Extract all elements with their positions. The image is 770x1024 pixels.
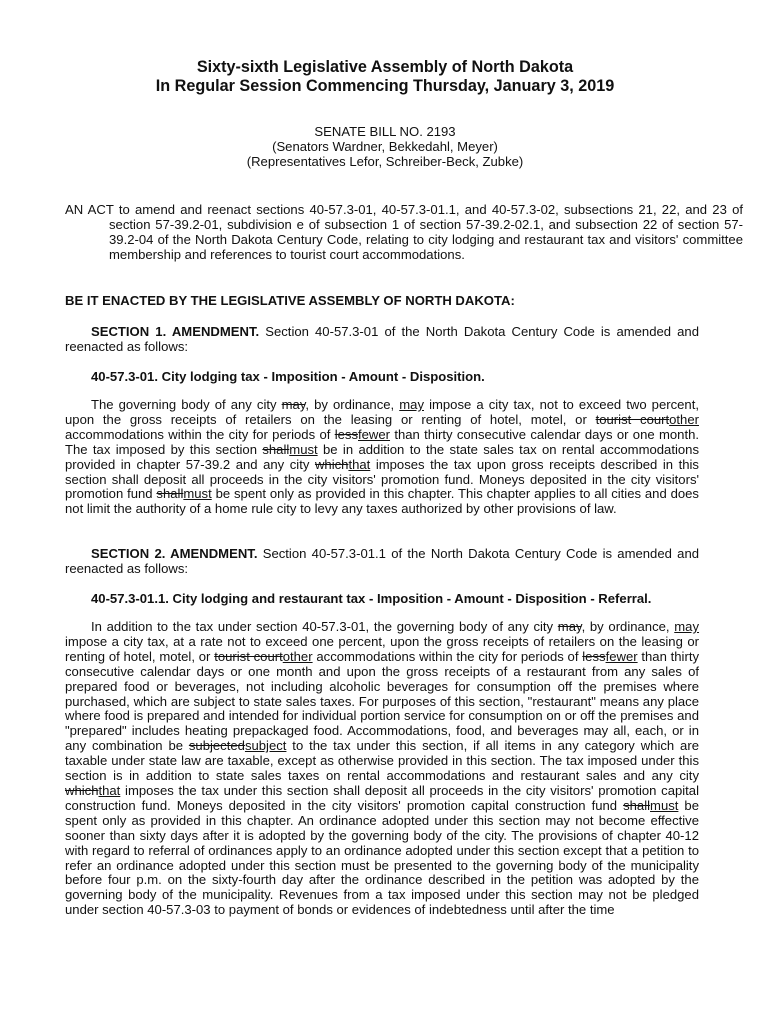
s1-text-c: impose a city tax, not to exceed two percent, upon the gross receipts of retailers on the leasing or renting of hotel, motel, or bbox=[65, 397, 699, 427]
section2-intro-text: Section 40-57.3-01.1 of the North Dakota Century Code is amended and reenacted as follows: bbox=[65, 546, 700, 576]
s2-strike-which: which bbox=[65, 782, 99, 798]
s1-insert-that: that bbox=[348, 456, 371, 472]
s1-insert-must: must bbox=[289, 441, 318, 457]
section1-intro-text: Section 40-57.3-01 of the North Dakota Century Code is amended and reenacted as follows: bbox=[65, 324, 699, 354]
document-title-line1: Sixty-sixth Legislative Assembly of North Dakota bbox=[196, 58, 574, 76]
s2-insert-may: may bbox=[674, 619, 700, 634]
s1-text-d: accommodations within the city for periods of bbox=[65, 426, 335, 442]
s1-strike-less: less bbox=[334, 426, 358, 442]
s2-strike-less: less bbox=[582, 648, 606, 664]
act-text: AN ACT to amend and reenact sections 40-57.3-01, 40-57.3-01.1, and 40-57.3-02, subsections 21, 22, and 23 of section 57-39.2-01, subdivision e of subsection 1 of section 57-39.2-02.1, and subsection 22 of section 57-39.2-04 of the North Dakota Century Code, relating to city lodging and restaurant tax and visitors' committee membership and references to tourist court accommodations. bbox=[65, 202, 743, 262]
s2-strike-shall: shall bbox=[623, 797, 651, 813]
s1-strike-may: may bbox=[281, 397, 306, 412]
s1-insert-other: other bbox=[669, 411, 699, 427]
section2-intro bbox=[65, 547, 699, 577]
section2-paragraph bbox=[65, 620, 699, 918]
s2-insert-other: other bbox=[282, 648, 313, 664]
s1-text-f: be in addition to the state sales tax on rental accommodations provided in chapter 57-39.2 and any city bbox=[65, 441, 699, 472]
s1-strike-which: which bbox=[314, 456, 349, 472]
s2-insert-that: that bbox=[98, 782, 121, 798]
s1-strike-tourist-court: tourist court bbox=[595, 411, 670, 427]
act-title bbox=[65, 203, 743, 263]
s2-text-a: In addition to the tax under section 40-57.3-01, the governing body of any city bbox=[91, 619, 558, 634]
s1-insert-must-2: must bbox=[183, 486, 212, 502]
s2-text-f: to the tax under this section, if all items in any category which are taxable under state law are taxable, except as otherwise provided in this section. The tax imposed under this section is in addition to state sales taxes on rental accommodations and restaurant sales and any city bbox=[65, 738, 699, 784]
document-title-line2: In Regular Session Commencing Thursday, January 3, 2019 bbox=[155, 77, 615, 95]
s1-text-a: The governing body of any city bbox=[91, 397, 282, 412]
section1-intro bbox=[65, 325, 699, 355]
s1-text-g: imposes the tax upon gross receipts described in this section shall deposit all proceeds in the city visitors' promotion fund. Moneys deposited in the city visitors' promotion fund bbox=[65, 456, 699, 502]
section1-paragraph bbox=[65, 398, 699, 517]
bill-senators: (Senators Wardner, Bekkedahl, Meyer) bbox=[272, 139, 498, 154]
section1-subheading: 40-57.3-01. City lodging tax - Imposition - Amount - Disposition. bbox=[91, 369, 485, 384]
section1-heading: SECTION 1. AMENDMENT. bbox=[91, 324, 260, 339]
s1-insert-fewer: fewer bbox=[358, 426, 391, 442]
enacting-clause: BE IT ENACTED BY THE LEGISLATIVE ASSEMBLY OF NORTH DAKOTA: bbox=[65, 293, 515, 308]
s2-text-b: , by ordinance, bbox=[581, 619, 675, 634]
s2-text-e: than thirty consecutive calendar days or one month and upon the gross receipts of a restaurant from any sales of prepared food or beverages, not including alcoholic beverages for consumption off the premises where purchased, which are subject to state sales taxes. For purposes of this section, "restaurant" means any place where food is prepared and intended for individual portion service for consumption on or off the premises and "prepared" includes heating prepackaged food. Accommodations, food, and beverages may all, each, or in any combination be bbox=[65, 648, 700, 754]
s2-strike-may: may bbox=[557, 619, 582, 634]
s2-text-h: be spent only as provided in this chapter. An ordinance adopted under this section may not become effective sooner than sixty days after it is adopted by the governing body of the city. The provisions of chapter 40-12 with regard to referral of ordinances apply to an ordinance adopted under this section except that a petition to refer an ordinance adopted under this section must be presented to the governing body of the municipality before four p.m. on the sixty-fourth day after the ordinance described in the petition was adopted by the governing body of the municipality. Revenues from a tax imposed under this section may not be pledged under section 40-57.3-03 to payment of bonds or evidences of indebtedness until after the time bbox=[65, 797, 699, 918]
s2-strike-tourist-court: tourist court bbox=[214, 648, 283, 664]
bill-number: SENATE BILL NO. 2193 bbox=[314, 124, 456, 139]
s2-text-c: impose a city tax, at a rate not to exceed one percent, upon the gross receipts of retailers on the leasing or renting of hotel, motel, or bbox=[65, 633, 699, 664]
s1-text-e: than thirty consecutive calendar days or one month. The tax imposed by this section bbox=[65, 426, 700, 457]
section2-subheading: 40-57.3-01.1. City lodging and restaurant tax - Imposition - Amount - Disposition - Referral. bbox=[91, 591, 652, 606]
s2-strike-subjected: subjected bbox=[188, 738, 245, 754]
s2-insert-must: must bbox=[650, 797, 679, 813]
s1-text-b: , by ordinance, bbox=[305, 397, 400, 412]
bill-representatives: (Representatives Lefor, Schreiber-Beck, Zubke) bbox=[246, 154, 524, 169]
s1-insert-may: may bbox=[399, 397, 424, 412]
s1-strike-shall: shall bbox=[262, 441, 290, 457]
s1-strike-shall-2: shall bbox=[156, 486, 184, 502]
s1-text-h: be spent only as provided in this chapter. This chapter applies to all cities and does not limit the authority of a home rule city to levy any taxes authorized by other provisions of law. bbox=[65, 486, 699, 517]
s2-text-d: accommodations within the city for periods of bbox=[312, 648, 583, 664]
s2-insert-fewer: fewer bbox=[605, 648, 638, 664]
s2-text-g: imposes the tax under this section shall deposit all proceeds in the city visitors' promotion capital construction fund. Moneys deposited in the city visitors' promotion capital construction fund bbox=[65, 782, 699, 813]
s2-insert-subject: subject bbox=[244, 738, 287, 754]
section2-heading: SECTION 2. AMENDMENT. bbox=[91, 546, 258, 561]
